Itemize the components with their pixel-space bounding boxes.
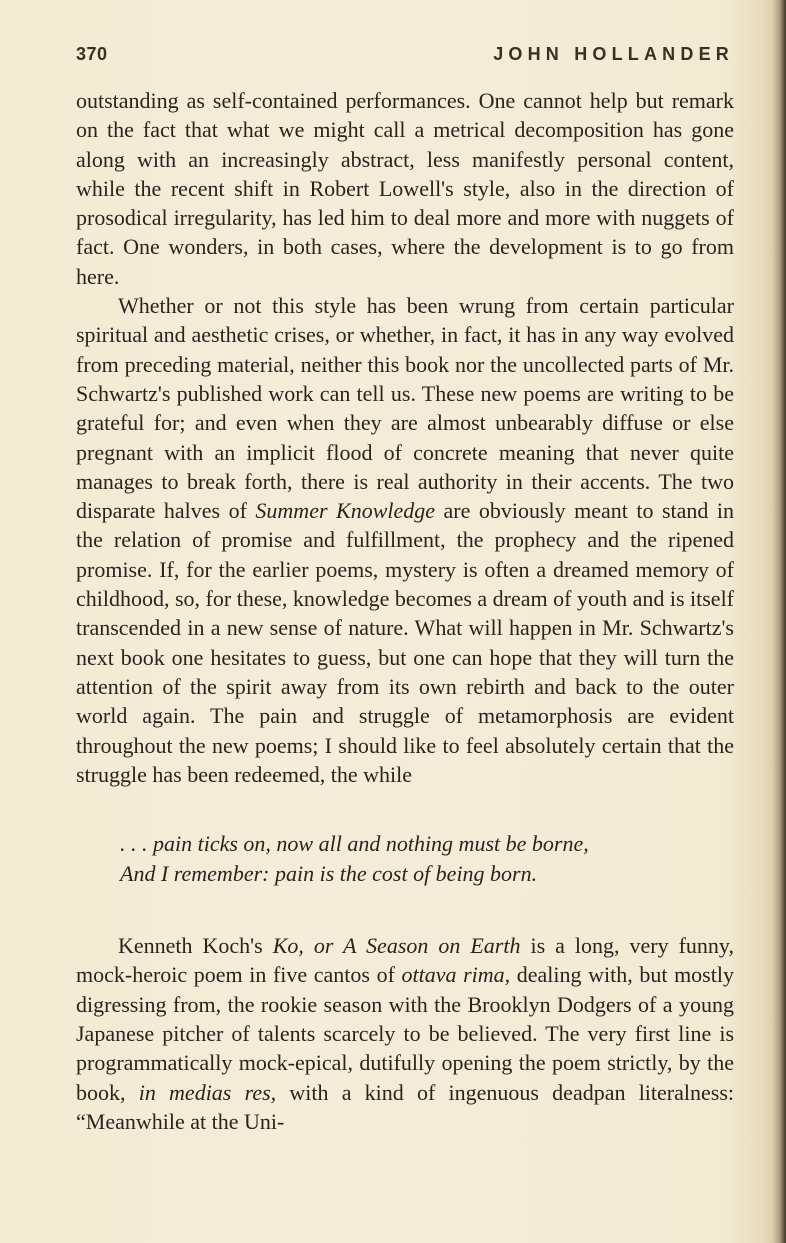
paragraph-3-text-c: dealing with, but mostly digressing from, the rookie season with the Brooklyn Dodgers of a young Japanese pitcher of talents scarcely to be believed. The very first line is programmatically mock-epical, dutifully opening the poem strictly, by the book,	[76, 962, 734, 1105]
page-edge-shadow	[772, 0, 786, 1243]
running-head	[76, 44, 734, 68]
paragraph-2	[76, 291, 734, 789]
paragraph-3-text-d: with a kind of ingenuous deadpan literalness: “Meanwhile at the Uni-	[76, 1079, 734, 1134]
paragraph-3-text-a: Kenneth Koch's	[118, 933, 273, 959]
paragraph-1	[76, 86, 734, 291]
book-title-ko: Ko, or A Season on Earth	[272, 933, 521, 959]
latin-phrase: in medias res,	[138, 1079, 277, 1105]
verse-line-2: And I remember: pain is the cost of being born.	[120, 861, 538, 887]
running-title: JOHN HOLLANDER	[493, 44, 734, 64]
body-text	[76, 86, 734, 1136]
verse-line-1: . . . pain ticks on, now all and nothing must be borne,	[120, 831, 589, 857]
verse-quotation	[120, 829, 734, 889]
book-title-summer-knowledge: Summer Knowledge	[255, 498, 436, 524]
paragraph-2-text-b: are obviously meant to stand in the relation of promise and fulfillment, the prophecy and the ripened promise. If, for the earlier poems, mystery is often a dreamed memory of childhood, so, for these, knowledge becomes a dream of youth and is itself transcended in a new sense of nature. What will happen in Mr. Schwartz's next book one hesitates to guess, but one can hope that they will turn the attention of the spirit away from its own rebirth and back to the outer world again. The pain and struggle of metamorphosis are evident throughout the new poems; I should like to feel absolutely certain that the struggle has been redeemed, the while	[76, 498, 735, 787]
paragraph-3	[76, 931, 734, 1136]
paragraph-3-text-b: is a long, very funny, mock-heroic poem in five cantos of	[76, 933, 734, 988]
paragraph-1-text: outstanding as self-contained performances. One cannot help but remark on the fact that what we might call a metrical decomposition has gone along with an increasingly abstract, less manifestly personal content, while the recent shift in Robert Lowell's style, also in the direction of prosodical irregularity, has led him to deal more and more with nuggets of fact. One wonders, in both cases, where the development is to go from here.	[76, 88, 734, 289]
page-number: 370	[76, 44, 108, 64]
paragraph-2-text-a: Whether or not this style has been wrung from certain particular spiritual and aesthetic crises, or whether, in fact, it has in any way evolved from preceding material, neither this book nor the uncollected parts of Mr. Schwartz's published work can tell us. These new poems are writing to be grateful for; and even when they are almost unbearably diffuse or else pregnant with an implicit flood of concrete meaning that never quite manages to break forth, there is real authority in their accents. The two disparate halves of	[76, 293, 734, 524]
verse-form-term: ottava rima,	[401, 962, 511, 988]
